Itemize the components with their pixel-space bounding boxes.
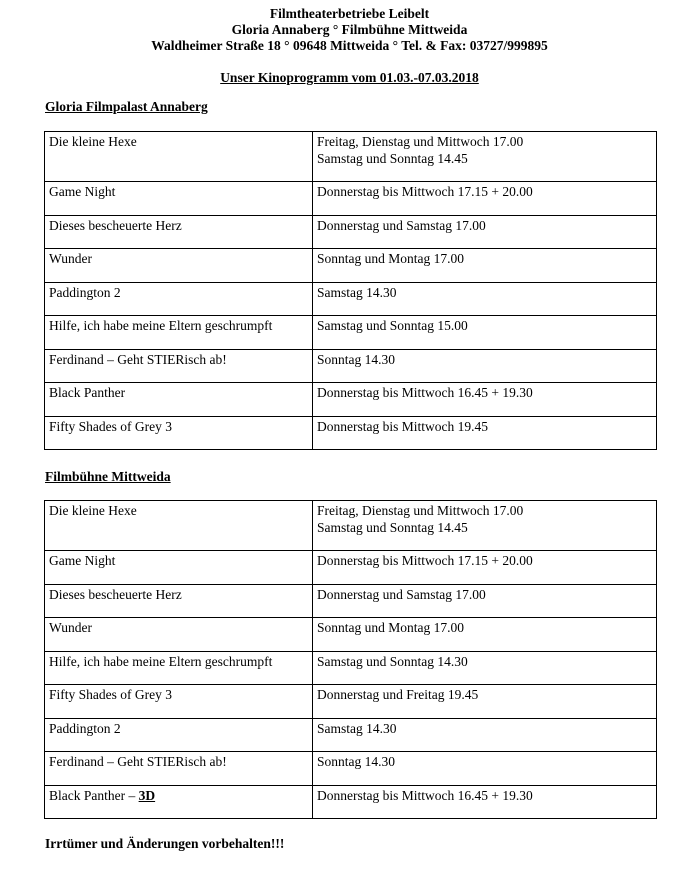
film-title: Fifty Shades of Grey 3 (49, 418, 172, 434)
showtimes-cell (313, 249, 657, 283)
showtime-line: Freitag, Dienstag und Mittwoch 17.00 (317, 503, 524, 518)
table-row (45, 316, 657, 350)
film-title: Ferdinand – Geht STIERisch ab! (49, 754, 227, 769)
table-row (45, 182, 657, 216)
film-title: Black Panther – (49, 787, 139, 803)
film-title: Wunder (49, 620, 92, 635)
table-row (45, 249, 657, 283)
film-title: Wunder (49, 251, 92, 266)
showtime-line: Sonntag und Montag 17.00 (317, 620, 464, 635)
film-title-cell (45, 349, 313, 383)
table-row (45, 349, 657, 383)
showtimes-cell (313, 282, 657, 316)
film-title: Die kleine Hexe (49, 134, 137, 149)
film-title-cell (45, 685, 313, 719)
table-row (45, 584, 657, 618)
showtimes-cell (313, 416, 657, 450)
showtime-line: Samstag und Sonntag 14.45 (317, 151, 468, 166)
cinema-names: Gloria Annaberg ° Filmbühne Mittweida (231, 22, 468, 37)
film-title-cell (45, 718, 313, 752)
film-title: Fifty Shades of Grey 3 (49, 687, 172, 702)
table-row (45, 651, 657, 685)
company-address: Waldheimer Straße 18 ° 09648 Mittweida ° Tel. & Fax: 03727/999895 (151, 38, 548, 53)
showtimes-cell (313, 182, 657, 216)
film-title: Game Night (49, 184, 116, 199)
film-title: Black Panther (49, 385, 126, 400)
film-title-cell (45, 282, 313, 316)
table-row (45, 132, 657, 182)
showtime-line: Samstag und Sonntag 14.45 (317, 520, 468, 535)
showtimes-cell (313, 618, 657, 652)
showtime-line: Freitag, Dienstag und Mittwoch 17.00 (317, 134, 524, 149)
table-row (45, 618, 657, 652)
table-row (45, 282, 657, 316)
showtimes-cell (313, 383, 657, 417)
company-name: Filmtheaterbetriebe Leibelt (269, 6, 430, 21)
film-title-cell (45, 551, 313, 585)
showtime-line: Donnerstag und Samstag 17.00 (317, 217, 486, 233)
showtime-line: Samstag 14.30 (317, 720, 397, 736)
showtimes-cell (313, 651, 657, 685)
showtime-line: Samstag 14.30 (317, 284, 397, 300)
section-title-mittweida: Filmbühne Mittweida (45, 469, 171, 484)
table-row (45, 685, 657, 719)
film-title: Paddington 2 (49, 720, 121, 736)
showtimes-cell (313, 584, 657, 618)
showtime-line: Samstag und Sonntag 15.00 (317, 318, 468, 333)
showtime-line: Donnerstag und Samstag 17.00 (317, 586, 486, 602)
film-title-cell (45, 215, 313, 249)
table-row (45, 785, 657, 819)
showtime-line: Donnerstag bis Mittwoch 17.15 + 20.00 (317, 184, 533, 199)
film-title: Dieses bescheuerte Herz (49, 217, 182, 233)
film-title: Ferdinand – Geht STIERisch ab! (49, 351, 227, 367)
film-title-cell (45, 785, 313, 819)
showtime-line: Sonntag 14.30 (317, 754, 396, 769)
film-title-cell (45, 618, 313, 652)
film-title-cell (45, 752, 313, 786)
showtime-line: Sonntag 14.30 (317, 351, 396, 367)
showtimes-cell (313, 215, 657, 249)
showtime-line: Donnerstag und Freitag 19.45 (317, 687, 479, 702)
program-title: Unser Kinoprogramm vom 01.03.-07.03.2018 (220, 70, 479, 85)
film-title-cell (45, 182, 313, 216)
showtimes-cell (313, 349, 657, 383)
film-title: Dieses bescheuerte Herz (49, 586, 182, 602)
showtime-line: Donnerstag bis Mittwoch 16.45 + 19.30 (317, 385, 533, 400)
showtimes-cell (313, 718, 657, 752)
showtimes-cell (313, 752, 657, 786)
showtime-line: Sonntag und Montag 17.00 (317, 251, 464, 266)
showtime-line: Donnerstag bis Mittwoch 19.45 (317, 418, 488, 434)
film-title: Hilfe, ich habe meine Eltern geschrumpft (49, 318, 273, 333)
showtimes-cell (313, 685, 657, 719)
table-row (45, 501, 657, 551)
film-format-badge: 3D (138, 787, 156, 803)
showtimes-cell (313, 501, 657, 551)
film-title-cell (45, 416, 313, 450)
film-title: Die kleine Hexe (49, 503, 137, 518)
film-title-cell (45, 249, 313, 283)
showtimes-cell (313, 132, 657, 182)
table-row (45, 215, 657, 249)
film-title: Game Night (49, 553, 116, 568)
film-title-cell (45, 316, 313, 350)
table-row (45, 383, 657, 417)
section-title-annaberg: Gloria Filmpalast Annaberg (45, 99, 208, 114)
film-title-cell (45, 584, 313, 618)
table-row (45, 416, 657, 450)
film-title-cell (45, 132, 313, 182)
showtimes-cell (313, 785, 657, 819)
film-title-cell (45, 651, 313, 685)
table-row (45, 718, 657, 752)
showtimes-cell (313, 316, 657, 350)
letterhead (0, 6, 699, 54)
table-row (45, 551, 657, 585)
schedule-table-annaberg (44, 131, 657, 450)
film-title: Paddington 2 (49, 284, 121, 300)
showtime-line: Donnerstag bis Mittwoch 16.45 + 19.30 (317, 787, 533, 803)
film-title-cell (45, 501, 313, 551)
showtime-line: Samstag und Sonntag 14.30 (317, 653, 468, 669)
showtimes-cell (313, 551, 657, 585)
showtime-line: Donnerstag bis Mittwoch 17.15 + 20.00 (317, 553, 533, 568)
schedule-table-mittweida (44, 500, 657, 819)
film-title-cell (45, 383, 313, 417)
table-row (45, 752, 657, 786)
film-title: Hilfe, ich habe meine Eltern geschrumpft (49, 653, 273, 669)
disclaimer: Irrtümer und Änderungen vorbehalten!!! (45, 836, 285, 851)
